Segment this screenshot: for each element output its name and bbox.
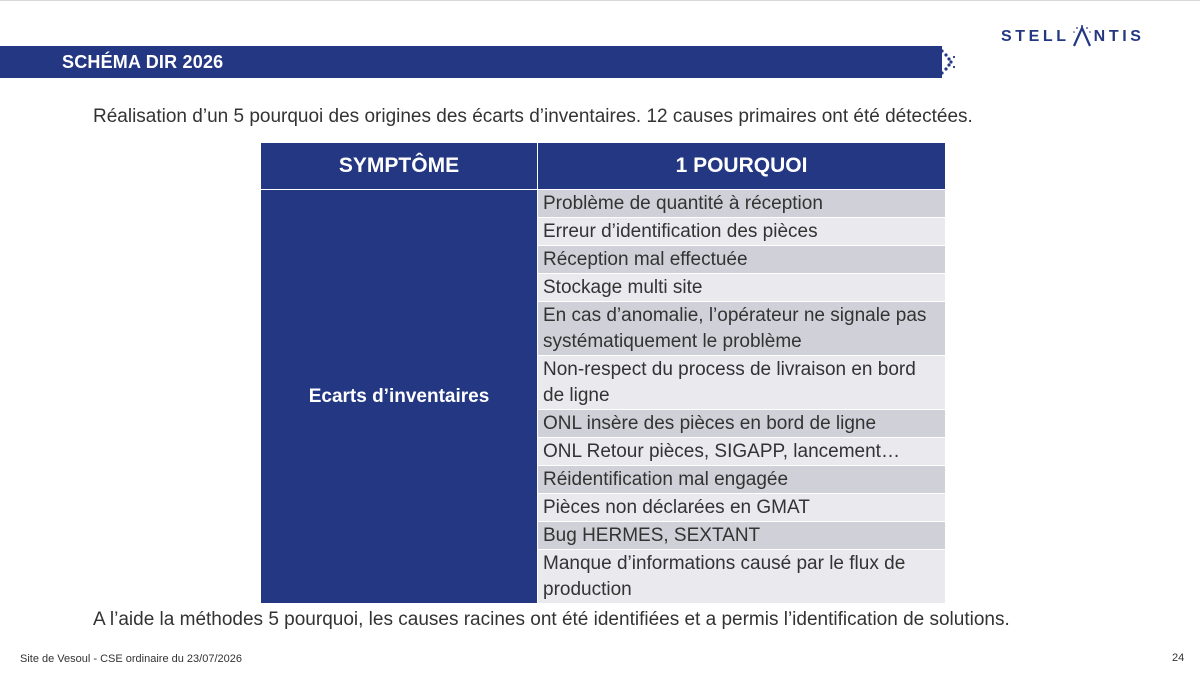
cause-cell: ONL Retour pièces, SIGAPP, lancement… bbox=[538, 438, 946, 466]
page-number: 24 bbox=[1172, 652, 1185, 664]
logo-text-right: NTIS bbox=[1093, 28, 1145, 45]
cause-cell: Manque d’informations causé par le flux de production bbox=[538, 550, 946, 604]
cause-cell: Non-respect du process de livraison en bord de ligne bbox=[538, 356, 946, 410]
table-row bbox=[261, 190, 946, 218]
conclusion-paragraph: A l’aide la méthodes 5 pourquoi, les causes racines ont été identifiées et a permis l’identification de solutions. bbox=[93, 609, 1010, 630]
cause-cell: ONL insère des pièces en bord de ligne bbox=[538, 410, 946, 438]
cause-cell: Problème de quantité à réception bbox=[538, 190, 946, 218]
top-divider bbox=[0, 0, 1200, 1]
table-header-row bbox=[261, 143, 946, 190]
title-bar bbox=[0, 46, 942, 78]
header-why: 1 POURQUOI bbox=[538, 143, 946, 190]
cause-cell: Réception mal effectuée bbox=[538, 246, 946, 274]
cause-cell: Stockage multi site bbox=[538, 274, 946, 302]
five-why-table bbox=[260, 142, 946, 604]
cause-cell: Erreur d’identification des pièces bbox=[538, 218, 946, 246]
cause-cell: Réidentification mal engagée bbox=[538, 466, 946, 494]
cause-cell: Bug HERMES, SEXTANT bbox=[538, 522, 946, 550]
logo-star-a-icon bbox=[1071, 24, 1093, 50]
slide-title: SCHÉMA DIR 2026 bbox=[62, 51, 224, 72]
cause-cell: En cas d’anomalie, l’opérateur ne signale pas systématiquement le problème bbox=[538, 302, 946, 356]
dots-decoration-icon bbox=[938, 46, 958, 78]
logo-text-left: STELL bbox=[1001, 28, 1070, 45]
header-symptom: SYMPTÔME bbox=[261, 143, 538, 190]
symptom-cell: Ecarts d’inventaires bbox=[261, 190, 538, 604]
cause-cell: Pièces non déclarées en GMAT bbox=[538, 494, 946, 522]
stellantis-logo bbox=[1001, 26, 1145, 48]
intro-paragraph: Réalisation d’un 5 pourquoi des origines des écarts d’inventaires. 12 causes primaires ont été détectées. bbox=[93, 106, 973, 127]
footer-site-label: Site de Vesoul - CSE ordinaire du 23/07/2026 bbox=[20, 653, 242, 665]
